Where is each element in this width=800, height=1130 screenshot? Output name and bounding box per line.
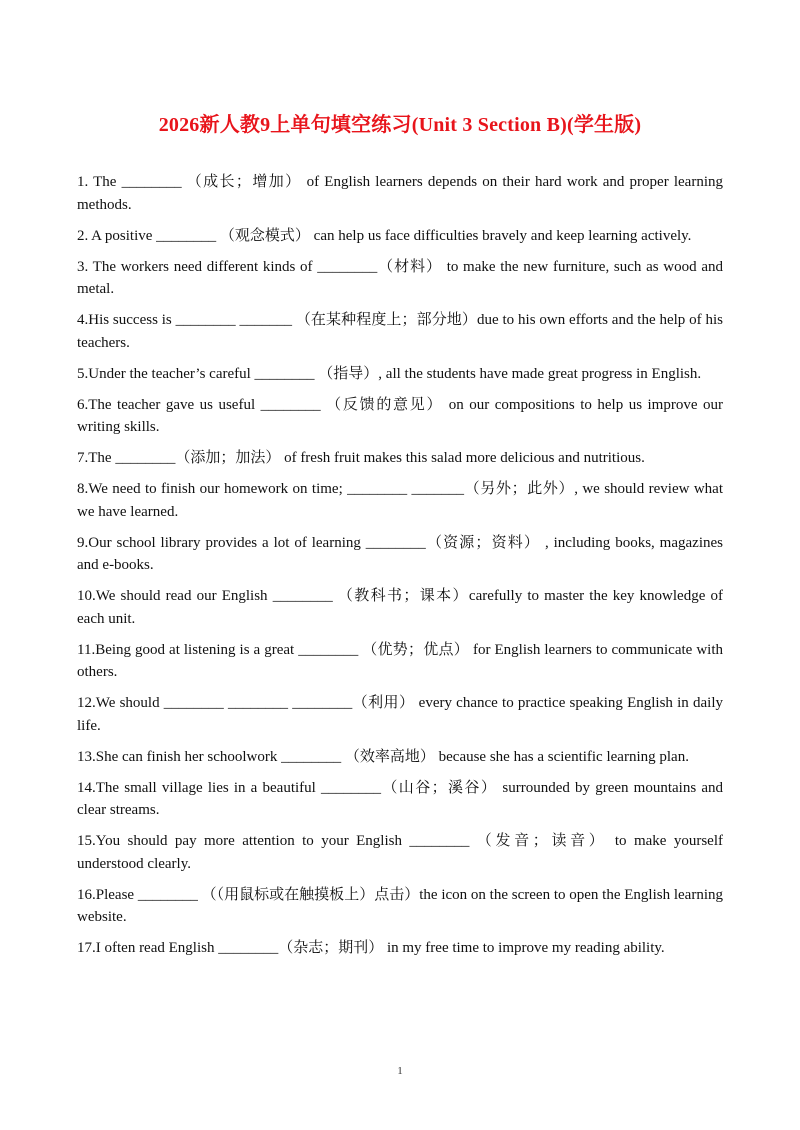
question-item: 13.She can finish her schoolwork ________ （效率高地） because she has a scientific learning plan. [77,748,689,765]
question-item: 1. The ________ （成长；增加） of English learners depends on their hard work and proper learning methods. [77,174,723,213]
question-item: 14.The small village lies in a beautiful ________（山谷；溪谷） surrounded by green mountains and clear streams. [77,779,723,818]
question-item: 6.The teacher gave us useful ________ （反馈的意见） on our compositions to help us improve our writing skills. [77,396,723,435]
question-item: 7.The ________（添加；加法） of fresh fruit makes this salad more delicious and nutritious. [77,450,645,466]
question-item: 2. A positive ________ （观念模式） can help us face difficulties bravely and keep learning actively. [77,227,692,244]
page-number: 1 [397,1065,403,1077]
question-item: 11.Being good at listening is a great ________ （优势；优点） for English learners to communicate with others. [77,641,723,680]
question-item: 9.Our school library provides a lot of learning ________（资源；资料） , including books, magazines and e-books. [77,534,723,573]
question-item: 17.I often read English ________（杂志；期刊） in my free time to improve my reading ability. [77,940,665,956]
question-item: 4.His success is ________ _______ （在某种程度上；部分地）due to his own efforts and the help of his teachers. [77,312,723,351]
question-item: 12.We should ________ ________ ________（利用） every chance to practice speaking English in daily life. [77,695,723,734]
question-item: 8.We need to finish our homework on time; ________ _______（另外；此外）, we should review what we have learned. [77,481,723,520]
question-item: 16.Please ________ （（用鼠标或在触摸板上）点击）the icon on the screen to open the English learning website. [77,886,723,925]
question-item: 15.You should pay more attention to your English ________ （发音；读音） to make yourself understood clearly. [77,833,723,872]
question-item: 3. The workers need different kinds of ________（材料） to make the new furniture, such as wood and metal. [77,258,723,297]
question-list [77,171,723,968]
question-item: 5.Under the teacher’s careful ________ （指导）, all the students have made great progress in English. [77,365,702,382]
question-item: 10.We should read our English ________ （教科书；课本）carefully to master the key knowledge of each unit. [77,588,723,627]
page-title: 2026新人教9上单句填空练习(Unit 3 Section B)(学生版) [158,114,642,136]
